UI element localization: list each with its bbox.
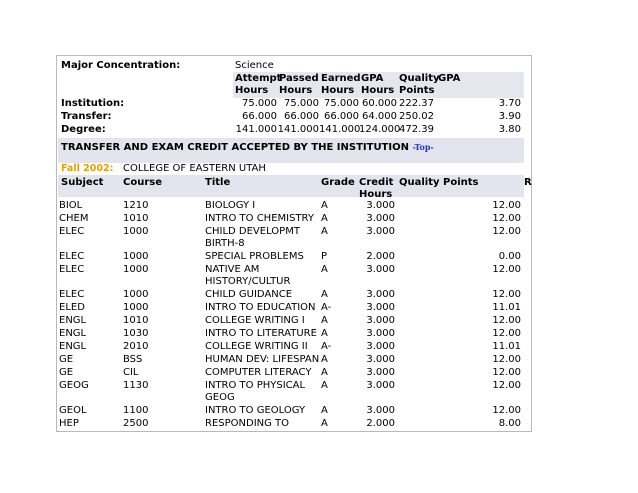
title-cell: BIOLOGY I: [205, 200, 256, 211]
title-cell: INTRO TO CHEMISTRY: [205, 213, 314, 224]
title-cell: NATIVE AM HISTORY/CULTUR: [205, 264, 291, 287]
course-cell: 1010: [123, 315, 149, 326]
subject-cell: ENGL: [59, 341, 87, 352]
grade-cell: A: [321, 380, 328, 391]
quality-points-cell: 12.00: [492, 226, 521, 237]
attempt-hours: 75.000: [242, 98, 277, 109]
title-cell: SPECIAL PROBLEMS: [205, 251, 304, 262]
grade-cell: A: [321, 264, 328, 275]
course-cell: 1000: [123, 226, 149, 237]
summary-row-label: Transfer:: [61, 111, 112, 122]
course-cell: 1000: [123, 302, 149, 313]
credit-hours-cell: 3.000: [366, 380, 395, 391]
grade-cell: A: [321, 289, 328, 300]
subject-cell: ELEC: [59, 289, 85, 300]
course-cell: 1130: [123, 380, 149, 391]
subject-cell: CHEM: [59, 213, 89, 224]
summary-row-label: Institution:: [61, 98, 125, 109]
section-title: [61, 141, 434, 154]
credit-hours-cell: 3.000: [366, 264, 395, 275]
title-cell: CHILD GUIDANCE: [205, 289, 293, 300]
passed-hours: 141.000: [277, 124, 319, 135]
credit-hours-cell: 2.000: [366, 418, 395, 429]
subject-cell: GE: [59, 367, 74, 378]
course-cell: 1100: [123, 405, 149, 416]
earned-hours: 141.000: [319, 124, 361, 135]
attempt-hours-header: Attempt Hours: [235, 73, 282, 96]
grade-cell: A: [321, 354, 328, 365]
quality-points-cell: 11.01: [492, 302, 521, 313]
gpa-hours-header: GPA Hours: [361, 73, 395, 96]
credit-hours-cell: 3.000: [366, 226, 395, 237]
subject-header: Subject: [61, 177, 104, 188]
course-cell: CIL: [123, 367, 139, 378]
quality-points: 472.39: [399, 124, 434, 135]
r-header: R: [524, 177, 532, 188]
subject-cell: BIOL: [59, 200, 83, 211]
grade-cell: A: [321, 328, 328, 339]
major-concentration-value: Science: [235, 60, 274, 71]
course-cell: 1030: [123, 328, 149, 339]
subject-cell: ELED: [59, 302, 85, 313]
top-link[interactable]: -Top-: [412, 142, 434, 152]
grade-cell: A-: [321, 341, 332, 352]
grade-cell: A: [321, 405, 328, 416]
gpa-value: 3.80: [498, 124, 521, 135]
credit-hours-cell: 3.000: [366, 200, 395, 211]
earned-hours: 66.000: [324, 111, 359, 122]
course-cell: BSS: [123, 354, 143, 365]
quality-points-cell: 12.00: [492, 367, 521, 378]
credit-hours-cell: 3.000: [366, 289, 395, 300]
grade-cell: A: [321, 367, 328, 378]
credit-hours-cell: 3.000: [366, 367, 395, 378]
grade-cell: A-: [321, 302, 332, 313]
credit-hours-cell: 3.000: [366, 302, 395, 313]
gpa-header: GPA: [438, 73, 461, 84]
title-cell: COLLEGE WRITING II: [205, 341, 308, 352]
grade-cell: A: [321, 418, 328, 429]
quality-points: 222.37: [399, 98, 434, 109]
term-label: Fall 2002:: [61, 163, 114, 174]
transcript-page: [56, 55, 532, 432]
gpa-value: 3.70: [498, 98, 521, 109]
course-cell: 1010: [123, 213, 149, 224]
gpa-hours: 64.000: [362, 111, 397, 122]
quality-points: 250.02: [399, 111, 434, 122]
credit-hours-cell: 3.000: [366, 315, 395, 326]
title-cell: CHILD DEVELOPMT BIRTH-8: [205, 226, 300, 249]
credit-hours-cell: 3.000: [366, 405, 395, 416]
title-cell: COMPUTER LITERACY: [205, 367, 312, 378]
subject-cell: ELEC: [59, 251, 85, 262]
gpa-value: 3.90: [498, 111, 521, 122]
course-cell: 1000: [123, 289, 149, 300]
quality-points-cell: 11.01: [492, 341, 521, 352]
grade-cell: A: [321, 315, 328, 326]
subject-cell: ENGL: [59, 328, 87, 339]
grade-cell: A: [321, 200, 328, 211]
credit-hours-cell: 3.000: [366, 213, 395, 224]
quality-points-header: Quality Points: [399, 73, 440, 96]
quality-points-cell: 12.00: [492, 200, 521, 211]
subject-cell: GE: [59, 354, 74, 365]
title-header: Title: [205, 177, 231, 188]
title-cell: INTRO TO PHYSICAL GEOG: [205, 380, 306, 403]
credit-hours-cell: 3.000: [366, 328, 395, 339]
quality-points-cell: 12.00: [492, 328, 521, 339]
passed-hours: 66.000: [284, 111, 319, 122]
course-cell: 2500: [123, 418, 149, 429]
subject-cell: HEP: [59, 418, 79, 429]
earned-hours-header: Earned Hours: [321, 73, 361, 96]
major-concentration-label: Major Concentration:: [61, 60, 181, 71]
title-cell: INTRO TO LITERATURE: [205, 328, 317, 339]
grade-cell: A: [321, 226, 328, 237]
title-cell: COLLEGE WRITING I: [205, 315, 305, 326]
attempt-hours: 66.000: [242, 111, 277, 122]
gpa-hours: 124.000: [359, 124, 401, 135]
credit-hours-header: Credit Hours: [359, 177, 394, 200]
grade-cell: P: [321, 251, 328, 262]
title-cell: HUMAN DEV: LIFESPAN: [205, 354, 320, 365]
quality-points-cell: 12.00: [492, 405, 521, 416]
passed-hours-header: Passed Hours: [279, 73, 319, 96]
credit-hours-cell: 3.000: [366, 341, 395, 352]
subject-cell: GEOG: [59, 380, 89, 391]
course-cell: 2010: [123, 341, 149, 352]
quality-points-cell: 12.00: [492, 213, 521, 224]
course-cell: 1210: [123, 200, 149, 211]
credit-hours-cell: 2.000: [366, 251, 395, 262]
quality-points-cell: 0.00: [498, 251, 521, 262]
summary-row-label: Degree:: [61, 124, 106, 135]
subject-cell: ELEC: [59, 264, 85, 275]
course-header: Course: [123, 177, 162, 188]
credit-hours-cell: 3.000: [366, 354, 395, 365]
section-title-text: TRANSFER AND EXAM CREDIT ACCEPTED BY THE INSTITUTION: [61, 142, 409, 153]
attempt-hours: 141.000: [235, 124, 277, 135]
subject-cell: GEOL: [59, 405, 87, 416]
quality-points-cell: 12.00: [492, 289, 521, 300]
title-cell: INTRO TO EDUCATION: [205, 302, 316, 313]
quality-points-cell: 12.00: [492, 354, 521, 365]
passed-hours: 75.000: [284, 98, 319, 109]
quality-points-cell: 12.00: [492, 380, 521, 391]
course-cell: 1000: [123, 251, 149, 262]
course-cell: 1000: [123, 264, 149, 275]
title-cell: INTRO TO GEOLOGY: [205, 405, 306, 416]
quality-points-cell: 8.00: [498, 418, 521, 429]
subject-cell: ENGL: [59, 315, 87, 326]
title-cell: RESPONDING TO: [205, 418, 290, 429]
quality-points-cell: 12.00: [492, 315, 521, 326]
quality-points-cell: 12.00: [492, 264, 521, 275]
earned-hours: 75.000: [324, 98, 359, 109]
grade-header: Grade: [321, 177, 355, 188]
gpa-hours: 60.000: [362, 98, 397, 109]
quality-points-header: Quality Points: [399, 177, 479, 188]
grade-cell: A: [321, 213, 328, 224]
term-institution: COLLEGE OF EASTERN UTAH: [123, 163, 266, 174]
subject-cell: ELEC: [59, 226, 85, 237]
